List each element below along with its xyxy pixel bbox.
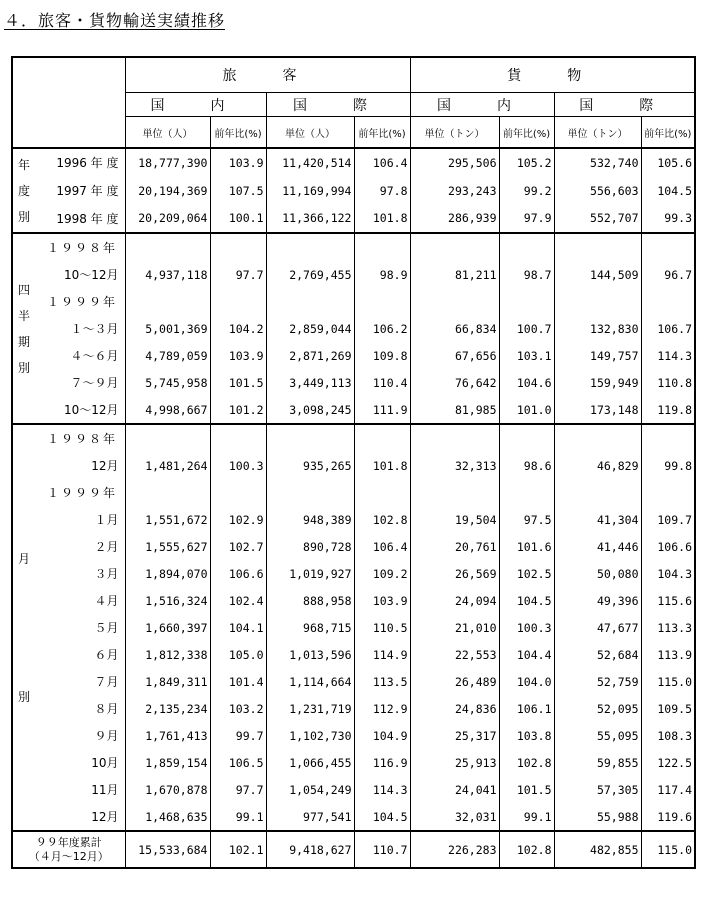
value-cell: 1,468,635 (125, 803, 210, 831)
blank-cell (125, 479, 210, 506)
table-body (12, 57, 695, 868)
value-cell: 122.5 (641, 749, 695, 776)
cumulative-label (12, 831, 125, 868)
value-cell: 52,095 (554, 695, 641, 722)
unit-header: 単位（人） (266, 117, 354, 149)
value-cell: 109.5 (641, 695, 695, 722)
value-cell: 50,080 (554, 560, 641, 587)
value-cell: 11,169,994 (266, 177, 354, 205)
blank-cell (210, 233, 266, 261)
value-cell: 4,937,118 (125, 261, 210, 288)
table-row (12, 587, 695, 614)
blank-cell (499, 424, 554, 452)
value-cell: 117.4 (641, 776, 695, 803)
blank-cell (125, 288, 210, 315)
period-label: １～３月 (35, 315, 125, 342)
value-cell: 1,102,730 (266, 722, 354, 749)
blank-cell (125, 233, 210, 261)
value-cell: 106.1 (499, 695, 554, 722)
period-label: ５月 (35, 614, 125, 641)
value-cell: 888,958 (266, 587, 354, 614)
value-cell: 112.9 (354, 695, 410, 722)
value-cell: 110.7 (354, 831, 410, 868)
value-cell: 1,660,397 (125, 614, 210, 641)
value-cell: 96.7 (641, 261, 695, 288)
value-cell: 20,194,369 (125, 177, 210, 205)
period-label: 1997 年 度 (35, 177, 125, 205)
unit-header: 単位（トン） (410, 117, 499, 149)
table-row (12, 506, 695, 533)
blank-cell (266, 479, 354, 506)
value-cell: 25,317 (410, 722, 499, 749)
value-cell: 132,830 (554, 315, 641, 342)
value-cell: 173,148 (554, 396, 641, 424)
section-label (12, 424, 35, 831)
value-cell: 81,211 (410, 261, 499, 288)
value-cell: 24,836 (410, 695, 499, 722)
value-cell: 101.8 (354, 204, 410, 233)
value-cell: 104.0 (499, 668, 554, 695)
value-cell: 102.1 (210, 831, 266, 868)
value-cell: 1,812,338 (125, 641, 210, 668)
value-cell: 106.4 (354, 148, 410, 177)
section-label-char: 半 (17, 308, 30, 323)
value-cell: 109.7 (641, 506, 695, 533)
value-cell: 97.5 (499, 506, 554, 533)
value-cell: 103.9 (210, 148, 266, 177)
value-cell: 81,985 (410, 396, 499, 424)
period-label: ８月 (35, 695, 125, 722)
value-cell: 18,777,390 (125, 148, 210, 177)
blank-cell (210, 288, 266, 315)
value-cell: 226,283 (410, 831, 499, 868)
section-label-spacer (13, 566, 35, 690)
blank-cell (410, 233, 499, 261)
value-cell: 49,396 (554, 587, 641, 614)
table-row (12, 749, 695, 776)
value-cell: 1,114,664 (266, 668, 354, 695)
section-label-char: 月 (17, 551, 30, 566)
value-cell: 532,740 (554, 148, 641, 177)
period-label: ６月 (35, 641, 125, 668)
value-cell: 5,745,958 (125, 369, 210, 396)
value-cell: 111.9 (354, 396, 410, 424)
blank-cell (499, 233, 554, 261)
period-label: ７～９月 (35, 369, 125, 396)
blank-cell (354, 233, 410, 261)
value-cell: 106.6 (210, 560, 266, 587)
value-cell: 114.3 (641, 342, 695, 369)
value-cell: 47,677 (554, 614, 641, 641)
table-row (12, 668, 695, 695)
value-cell: 101.5 (210, 369, 266, 396)
header-cargo-international: 国 際 (554, 93, 695, 117)
value-cell: 102.7 (210, 533, 266, 560)
value-cell: 99.1 (499, 803, 554, 831)
table-row (12, 288, 695, 315)
value-cell: 59,855 (554, 749, 641, 776)
year-label: １９９８年 (35, 424, 125, 452)
blank-cell (210, 424, 266, 452)
unit-header: 単位（人） (125, 117, 210, 149)
blank-cell (554, 424, 641, 452)
cumulative-row (12, 831, 695, 868)
value-cell: 103.1 (499, 342, 554, 369)
section-label-char: 期 (17, 334, 30, 349)
table-row (12, 479, 695, 506)
header-passenger: 旅 客 (125, 57, 410, 93)
blank-cell (125, 424, 210, 452)
value-cell: 104.1 (210, 614, 266, 641)
header-passenger-international: 国 際 (266, 93, 410, 117)
value-cell: 21,010 (410, 614, 499, 641)
value-cell: 98.9 (354, 261, 410, 288)
blank-cell (641, 479, 695, 506)
value-cell: 107.5 (210, 177, 266, 205)
blank-cell (554, 479, 641, 506)
value-cell: 295,506 (410, 148, 499, 177)
value-cell: 106.2 (354, 315, 410, 342)
value-cell: 1,551,672 (125, 506, 210, 533)
value-cell: 552,707 (554, 204, 641, 233)
value-cell: 102.8 (499, 749, 554, 776)
value-cell: 97.7 (210, 261, 266, 288)
value-cell: 113.3 (641, 614, 695, 641)
transport-table (11, 56, 696, 869)
cumulative-label-line2: （４月～12月） (28, 849, 109, 863)
value-cell: 556,603 (554, 177, 641, 205)
blank-cell (641, 424, 695, 452)
value-cell: 98.6 (499, 452, 554, 479)
blank-cell (554, 233, 641, 261)
value-cell: 41,446 (554, 533, 641, 560)
value-cell: 22,553 (410, 641, 499, 668)
period-label: ４～６月 (35, 342, 125, 369)
value-cell: 2,135,234 (125, 695, 210, 722)
table-row (12, 560, 695, 587)
header-corner (12, 57, 125, 148)
value-cell: 149,757 (554, 342, 641, 369)
value-cell: 2,769,455 (266, 261, 354, 288)
value-cell: 114.3 (354, 776, 410, 803)
value-cell: 105.0 (210, 641, 266, 668)
yoy-header: 前年比(%) (499, 117, 554, 149)
table-row (12, 233, 695, 261)
section-label-char: 別 (17, 209, 30, 224)
value-cell: 20,209,064 (125, 204, 210, 233)
value-cell: 116.9 (354, 749, 410, 776)
blank-cell (266, 233, 354, 261)
value-cell: 9,418,627 (266, 831, 354, 868)
value-cell: 102.4 (210, 587, 266, 614)
table-row (12, 148, 695, 177)
blank-cell (410, 424, 499, 452)
value-cell: 286,939 (410, 204, 499, 233)
table-row (12, 695, 695, 722)
value-cell: 11,366,122 (266, 204, 354, 233)
value-cell: 101.2 (210, 396, 266, 424)
value-cell: 103.9 (354, 587, 410, 614)
table-row (12, 396, 695, 424)
table-row (12, 641, 695, 668)
value-cell: 99.7 (210, 722, 266, 749)
value-cell: 935,265 (266, 452, 354, 479)
value-cell: 55,095 (554, 722, 641, 749)
value-cell: 25,913 (410, 749, 499, 776)
value-cell: 1,066,455 (266, 749, 354, 776)
value-cell: 1,054,249 (266, 776, 354, 803)
period-label: 1998 年 度 (35, 204, 125, 233)
value-cell: 101.0 (499, 396, 554, 424)
value-cell: 3,098,245 (266, 396, 354, 424)
table-row (12, 803, 695, 831)
blank-cell (410, 479, 499, 506)
value-cell: 110.5 (354, 614, 410, 641)
value-cell: 108.3 (641, 722, 695, 749)
value-cell: 4,789,059 (125, 342, 210, 369)
blank-cell (641, 288, 695, 315)
section-label (12, 148, 35, 233)
value-cell: 32,313 (410, 452, 499, 479)
table-row (12, 776, 695, 803)
value-cell: 102.8 (499, 831, 554, 868)
value-cell: 97.8 (354, 177, 410, 205)
header-passenger-domestic: 国 内 (125, 93, 266, 117)
value-cell: 109.8 (354, 342, 410, 369)
value-cell: 11,420,514 (266, 148, 354, 177)
table-row (12, 204, 695, 233)
blank-cell (266, 424, 354, 452)
period-label: 11月 (35, 776, 125, 803)
period-label: ９月 (35, 722, 125, 749)
value-cell: 46,829 (554, 452, 641, 479)
value-cell: 97.9 (499, 204, 554, 233)
section-label-char: 別 (17, 689, 30, 704)
table-row (12, 369, 695, 396)
value-cell: 114.9 (354, 641, 410, 668)
value-cell: 104.6 (499, 369, 554, 396)
value-cell: 1,013,596 (266, 641, 354, 668)
value-cell: 52,684 (554, 641, 641, 668)
section-label-char: 度 (17, 183, 30, 198)
blank-cell (266, 288, 354, 315)
value-cell: 104.5 (499, 587, 554, 614)
value-cell: 1,516,324 (125, 587, 210, 614)
value-cell: 102.8 (354, 506, 410, 533)
value-cell: 890,728 (266, 533, 354, 560)
value-cell: 100.1 (210, 204, 266, 233)
period-label: 10～12月 (35, 261, 125, 288)
value-cell: 104.4 (499, 641, 554, 668)
table-row (12, 342, 695, 369)
header-cargo-domestic: 国 内 (410, 93, 554, 117)
value-cell: 24,041 (410, 776, 499, 803)
value-cell: 105.6 (641, 148, 695, 177)
value-cell: 102.5 (499, 560, 554, 587)
value-cell: 99.1 (210, 803, 266, 831)
header-cargo: 貨 物 (410, 57, 695, 93)
value-cell: 109.2 (354, 560, 410, 587)
value-cell: 101.8 (354, 452, 410, 479)
value-cell: 26,489 (410, 668, 499, 695)
value-cell: 101.6 (499, 533, 554, 560)
value-cell: 106.6 (641, 533, 695, 560)
value-cell: 106.5 (210, 749, 266, 776)
value-cell: 115.0 (641, 668, 695, 695)
blank-cell (354, 479, 410, 506)
period-label: ３月 (35, 560, 125, 587)
table-row (12, 261, 695, 288)
value-cell: 20,761 (410, 533, 499, 560)
table-row (12, 722, 695, 749)
value-cell: 103.2 (210, 695, 266, 722)
value-cell: 99.3 (641, 204, 695, 233)
value-cell: 98.7 (499, 261, 554, 288)
value-cell: 103.8 (499, 722, 554, 749)
value-cell: 15,533,684 (125, 831, 210, 868)
value-cell: 24,094 (410, 587, 499, 614)
value-cell: 1,231,719 (266, 695, 354, 722)
value-cell: 41,304 (554, 506, 641, 533)
value-cell: 103.9 (210, 342, 266, 369)
value-cell: 482,855 (554, 831, 641, 868)
value-cell: 1,670,878 (125, 776, 210, 803)
table-row (12, 315, 695, 342)
value-cell: 104.5 (354, 803, 410, 831)
blank-cell (210, 479, 266, 506)
period-label: ４月 (35, 587, 125, 614)
value-cell: 102.9 (210, 506, 266, 533)
table-row (12, 424, 695, 452)
value-cell: 159,949 (554, 369, 641, 396)
value-cell: 977,541 (266, 803, 354, 831)
value-cell: 113.5 (354, 668, 410, 695)
table-row (12, 452, 695, 479)
value-cell: 106.4 (354, 533, 410, 560)
value-cell: 115.6 (641, 587, 695, 614)
period-label: ７月 (35, 668, 125, 695)
year-label: １９９９年 (35, 479, 125, 506)
value-cell: 1,481,264 (125, 452, 210, 479)
yoy-header: 前年比(%) (641, 117, 695, 149)
section-label-char: 別 (17, 360, 30, 375)
value-cell: 1,859,154 (125, 749, 210, 776)
value-cell: 5,001,369 (125, 315, 210, 342)
value-cell: 97.7 (210, 776, 266, 803)
period-label: 10～12月 (35, 396, 125, 424)
value-cell: 52,759 (554, 668, 641, 695)
value-cell: 104.9 (354, 722, 410, 749)
section-label (12, 233, 35, 424)
value-cell: 119.8 (641, 396, 695, 424)
value-cell: 1,894,070 (125, 560, 210, 587)
value-cell: 1,555,627 (125, 533, 210, 560)
value-cell: 104.3 (641, 560, 695, 587)
value-cell: 1,761,413 (125, 722, 210, 749)
cumulative-label-line1: ９９年度累計 (35, 835, 102, 849)
value-cell: 100.7 (499, 315, 554, 342)
period-label: 1996 年 度 (35, 148, 125, 177)
value-cell: 2,871,269 (266, 342, 354, 369)
blank-cell (354, 288, 410, 315)
value-cell: 113.9 (641, 641, 695, 668)
table-row (12, 177, 695, 205)
page-title: ４．旅客・貨物輸送実績推移 (4, 11, 226, 30)
value-cell: 106.7 (641, 315, 695, 342)
value-cell: 144,509 (554, 261, 641, 288)
year-label: １９９８年 (35, 233, 125, 261)
value-cell: 57,305 (554, 776, 641, 803)
value-cell: 100.3 (499, 614, 554, 641)
blank-cell (410, 288, 499, 315)
blank-cell (499, 479, 554, 506)
value-cell: 968,715 (266, 614, 354, 641)
value-cell: 1,849,311 (125, 668, 210, 695)
value-cell: 55,988 (554, 803, 641, 831)
blank-cell (641, 233, 695, 261)
value-cell: 110.8 (641, 369, 695, 396)
value-cell: 110.4 (354, 369, 410, 396)
section-label-char: 四 (17, 282, 30, 297)
value-cell: 76,642 (410, 369, 499, 396)
table-row (12, 614, 695, 641)
value-cell: 119.6 (641, 803, 695, 831)
table-row (12, 533, 695, 560)
blank-cell (499, 288, 554, 315)
value-cell: 115.0 (641, 831, 695, 868)
value-cell: 2,859,044 (266, 315, 354, 342)
value-cell: 101.5 (499, 776, 554, 803)
yoy-header: 前年比(%) (210, 117, 266, 149)
value-cell: 948,389 (266, 506, 354, 533)
value-cell: 104.5 (641, 177, 695, 205)
value-cell: 66,834 (410, 315, 499, 342)
yoy-header: 前年比(%) (354, 117, 410, 149)
blank-cell (554, 288, 641, 315)
value-cell: 32,031 (410, 803, 499, 831)
value-cell: 99.8 (641, 452, 695, 479)
value-cell: 4,998,667 (125, 396, 210, 424)
value-cell: 3,449,113 (266, 369, 354, 396)
value-cell: 104.2 (210, 315, 266, 342)
period-label: ２月 (35, 533, 125, 560)
value-cell: 100.3 (210, 452, 266, 479)
value-cell: 105.2 (499, 148, 554, 177)
unit-header: 単位（トン） (554, 117, 641, 149)
blank-cell (354, 424, 410, 452)
value-cell: 19,504 (410, 506, 499, 533)
value-cell: 101.4 (210, 668, 266, 695)
value-cell: 99.2 (499, 177, 554, 205)
value-cell: 1,019,927 (266, 560, 354, 587)
section-label-char: 年 (17, 157, 30, 172)
year-label: １９９９年 (35, 288, 125, 315)
value-cell: 26,569 (410, 560, 499, 587)
period-label: １月 (35, 506, 125, 533)
period-label: 10月 (35, 749, 125, 776)
value-cell: 293,243 (410, 177, 499, 205)
period-label: 12月 (35, 452, 125, 479)
value-cell: 67,656 (410, 342, 499, 369)
period-label: 12月 (35, 803, 125, 831)
